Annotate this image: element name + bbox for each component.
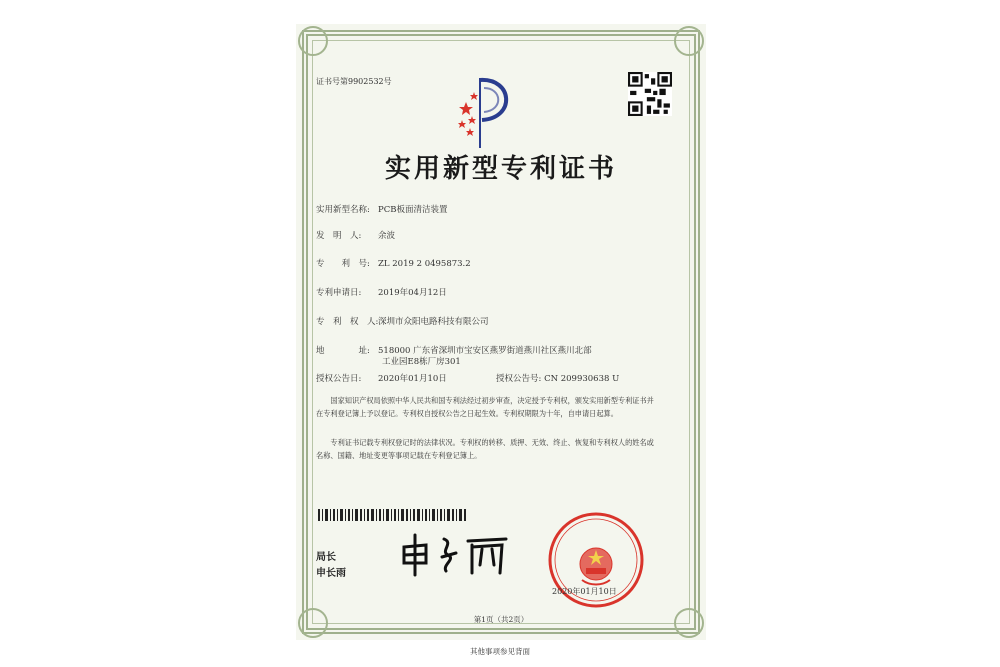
field-label: 实用新型名称:: [316, 205, 370, 215]
field-value: 深圳市众阳电路科技有限公司: [378, 317, 489, 327]
director-signature-icon: [396, 529, 516, 579]
field-patentee: [316, 315, 489, 327]
field-patent-number: [316, 257, 471, 269]
field-label: 专 利 号:: [316, 259, 370, 269]
corner-ornament-icon: [298, 26, 328, 56]
field-address-line2: 工业园E8栋厂房301: [382, 357, 461, 367]
field-label: 专利申请日:: [316, 288, 362, 298]
field-utility-model-name: [316, 203, 447, 215]
field-grant-date: [316, 372, 447, 384]
field-value: 518000 广东省深圳市宝安区燕罗街道燕川社区燕川北部: [378, 346, 592, 356]
field-value: CN 209930638 U: [544, 374, 620, 384]
back-page-note: 其他事项参见背面: [470, 647, 530, 656]
director-name: 申长雨: [316, 568, 346, 579]
grant-statement: 国家知识产权局依照中华人民共和国专利法经过初步审查，决定授予专利权，颁发实用新型专利证书并在专利登记簿上予以登记。专利权自授权公告之日起生效。专利权期限为十年，自申请日起算。: [316, 396, 654, 418]
field-value: 2020年01月10日: [378, 374, 447, 384]
field-label: 发 明 人:: [316, 231, 362, 241]
field-label: 授权公告日:: [316, 374, 362, 384]
field-label: 专 利 权 人:: [316, 317, 379, 327]
certificate-title: 实用新型专利证书: [384, 154, 617, 184]
seal-date: 2020年01月10日: [552, 587, 617, 596]
legal-status-note: 专利证书记载专利权登记时的法律状况。专利权的转移、质押、无效、终止、恢复和专利权人的姓名或名称、国籍、地址变更等事项记载在专利登记簿上。: [316, 438, 654, 460]
corner-ornament-icon: [674, 26, 704, 56]
field-value: ZL 2019 2 0495873.2: [378, 259, 471, 269]
certificate-page: [296, 24, 706, 640]
field-label: 授权公告号:: [496, 374, 542, 384]
certificate-number: 证书号第9902532号: [316, 77, 392, 86]
field-inventor: [316, 229, 395, 241]
qr-code-icon: [628, 72, 672, 116]
field-application-date: [316, 286, 447, 298]
page-number: 第1页（共2页）: [473, 615, 529, 624]
patent-office-logo-icon: [458, 70, 518, 150]
field-grant-number: [496, 372, 619, 384]
field-label: 地 址:: [316, 346, 370, 356]
director-title: 局长: [316, 552, 336, 563]
barcode-icon: [318, 509, 468, 521]
field-value: 余波: [378, 231, 396, 241]
field-value: 2019年04月12日: [378, 288, 447, 298]
field-value: PCB板面清洁装置: [378, 205, 448, 215]
